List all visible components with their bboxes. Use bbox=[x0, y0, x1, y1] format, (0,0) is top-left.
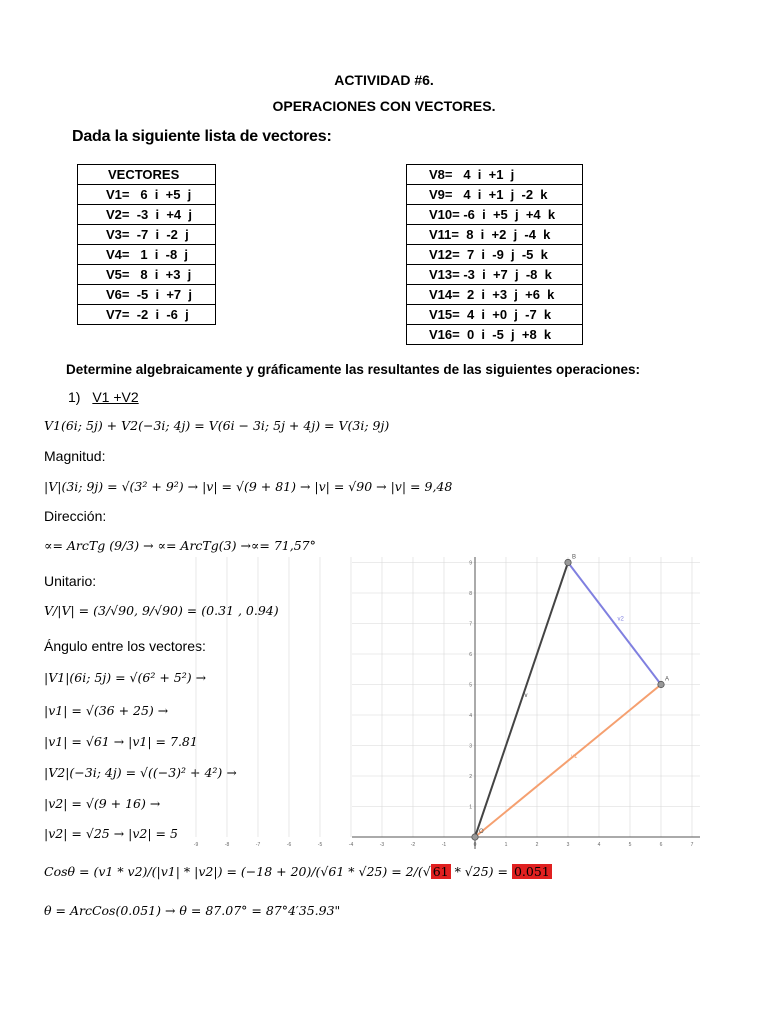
x-tick-label: -1 bbox=[441, 842, 447, 848]
v2-magnitude-line: |V2|(−3i; 4j) = √((−3)² + 4²) → bbox=[44, 765, 237, 780]
point-A bbox=[658, 681, 664, 687]
v2-magnitude-line: |v2| = √25 → |v2| = 5 bbox=[44, 826, 178, 841]
table-row: V12= 7 i -9 j -5 k bbox=[407, 245, 583, 265]
x-tick-label: 3 bbox=[566, 842, 570, 848]
v1-magnitude-line: |v1| = √61 → |v1| = 7.81 bbox=[44, 734, 198, 749]
intro-text: Dada la siguiente lista de vectores: bbox=[72, 128, 332, 145]
cosine-mid: * √25) = bbox=[450, 864, 512, 879]
x-tick-label: -2 bbox=[410, 842, 416, 848]
item-label: V1 +V2 bbox=[92, 389, 139, 405]
vector-graph bbox=[193, 554, 700, 849]
v2-magnitude-line: |v2| = √(9 + 16) → bbox=[44, 796, 161, 811]
table-row: V15= 4 i +0 j -7 k bbox=[407, 305, 583, 325]
x-tick-label: 4 bbox=[597, 842, 601, 848]
y-tick-label: 3 bbox=[469, 743, 472, 750]
y-tick-label: 2 bbox=[469, 774, 472, 780]
table-row: V3= -7 i -2 j bbox=[78, 225, 216, 245]
y-tick-label: 7 bbox=[469, 621, 472, 628]
x-tick-label: -3 bbox=[379, 842, 385, 848]
v1-magnitude-line: |v1| = √(36 + 25) → bbox=[44, 703, 169, 718]
x-tick-label: 5 bbox=[628, 842, 632, 848]
x-tick-label: -4 bbox=[348, 842, 354, 848]
graph-background bbox=[352, 554, 700, 849]
table-row: V7= -2 i -6 j bbox=[78, 305, 216, 325]
direction-label: Dirección: bbox=[44, 508, 107, 524]
table-row: V8= 4 i +1 j bbox=[407, 165, 583, 185]
vector-label: v2 bbox=[617, 616, 624, 623]
table-row: V9= 4 i +1 j -2 k bbox=[407, 185, 583, 205]
x-tick-label: -8 bbox=[224, 842, 230, 848]
cosine-equation bbox=[44, 864, 552, 879]
table-row: V14= 2 i +3 j +6 k bbox=[407, 285, 583, 305]
highlight-result: 0.051 bbox=[513, 864, 550, 879]
x-tick-label: -5 bbox=[317, 842, 323, 848]
direction-equation: ∝= ArcTg (9/3) → ∝= ArcTg(3) →∝= 71,57° bbox=[44, 538, 316, 553]
vector-label: v bbox=[524, 692, 528, 699]
y-tick-label: 9 bbox=[469, 560, 472, 567]
y-tick-label: 8 bbox=[469, 591, 472, 597]
angle-label: Ángulo entre los vectores: bbox=[44, 638, 206, 654]
table-row: V6= -5 i +7 j bbox=[78, 285, 216, 305]
table-row: V1= 6 i +5 j bbox=[78, 185, 216, 205]
unit-label: Unitario: bbox=[44, 573, 97, 589]
theta-equation: θ = ArcCos(0.051) → θ = 87.07° = 87°4′35.93" bbox=[44, 903, 341, 918]
x-tick-label: 6 bbox=[659, 842, 663, 848]
table-row: V4= 1 i -8 j bbox=[78, 245, 216, 265]
x-tick-label: 1 bbox=[504, 842, 508, 848]
point-label: B bbox=[572, 554, 577, 561]
y-tick-label: 6 bbox=[469, 652, 472, 658]
item-heading bbox=[68, 389, 139, 405]
table-header: VECTORES bbox=[78, 165, 216, 185]
magnitude-equation: |V|(3i; 9j) = √(3² + 9²) → |v| = √(9 + 81) → |v| = √90 → |v| = 9,48 bbox=[44, 479, 453, 494]
item-number: 1) bbox=[68, 389, 81, 405]
vector-table-2 bbox=[406, 164, 583, 345]
table-row: V2= -3 i +4 j bbox=[78, 205, 216, 225]
point-B bbox=[565, 559, 571, 565]
y-tick-label: 5 bbox=[469, 682, 472, 689]
point-O bbox=[472, 834, 478, 840]
x-tick-label: 7 bbox=[690, 842, 694, 848]
x-tick-label: -6 bbox=[286, 842, 292, 848]
y-tick-label: 4 bbox=[469, 713, 472, 719]
table-row: V5= 8 i +3 j bbox=[78, 265, 216, 285]
point-label: A bbox=[665, 676, 670, 683]
highlight-61: 61 bbox=[432, 864, 449, 879]
activity-title: ACTIVIDAD #6. bbox=[334, 72, 434, 88]
cosine-left: Cosθ = (v1 * v2)/(|v1| * |v2|) = (−18 + 20)/(√61 * √25) = 2/(√ bbox=[44, 864, 431, 879]
question-text: Determine algebraicamente y gráficamente las resultantes de las siguientes operaciones: bbox=[66, 362, 640, 377]
v1-magnitude-line: |V1|(6i; 5j) = √(6² + 5²) → bbox=[44, 670, 207, 685]
magnitude-label: Magnitud: bbox=[44, 448, 106, 464]
x-tick-label: -9 bbox=[193, 842, 199, 848]
table-row: V13= -3 i +7 j -8 k bbox=[407, 265, 583, 285]
vector-table-1 bbox=[77, 164, 216, 325]
x-tick-label: -7 bbox=[255, 842, 261, 848]
table-row: V10= -6 i +5 j +4 k bbox=[407, 205, 583, 225]
table-row: V16= 0 i -5 j +8 k bbox=[407, 325, 583, 345]
activity-subtitle: OPERACIONES CON VECTORES. bbox=[272, 98, 496, 114]
table-row: V11= 8 i +2 j -4 k bbox=[407, 225, 583, 245]
sum-equation: V1(6i; 5j) + V2(−3i; 4j) = V(6i − 3i; 5j + 4j) = V(3i; 9j) bbox=[44, 418, 390, 433]
y-tick-label: 1 bbox=[469, 804, 472, 811]
x-tick-label: 2 bbox=[535, 842, 539, 848]
vector-label: v1 bbox=[571, 753, 578, 760]
unit-equation: V/|V| = (3/√90, 9/√90) = (0.31 , 0.94) bbox=[44, 603, 279, 618]
x-tick-label: 0 bbox=[473, 842, 477, 848]
point-label: O bbox=[479, 829, 484, 835]
